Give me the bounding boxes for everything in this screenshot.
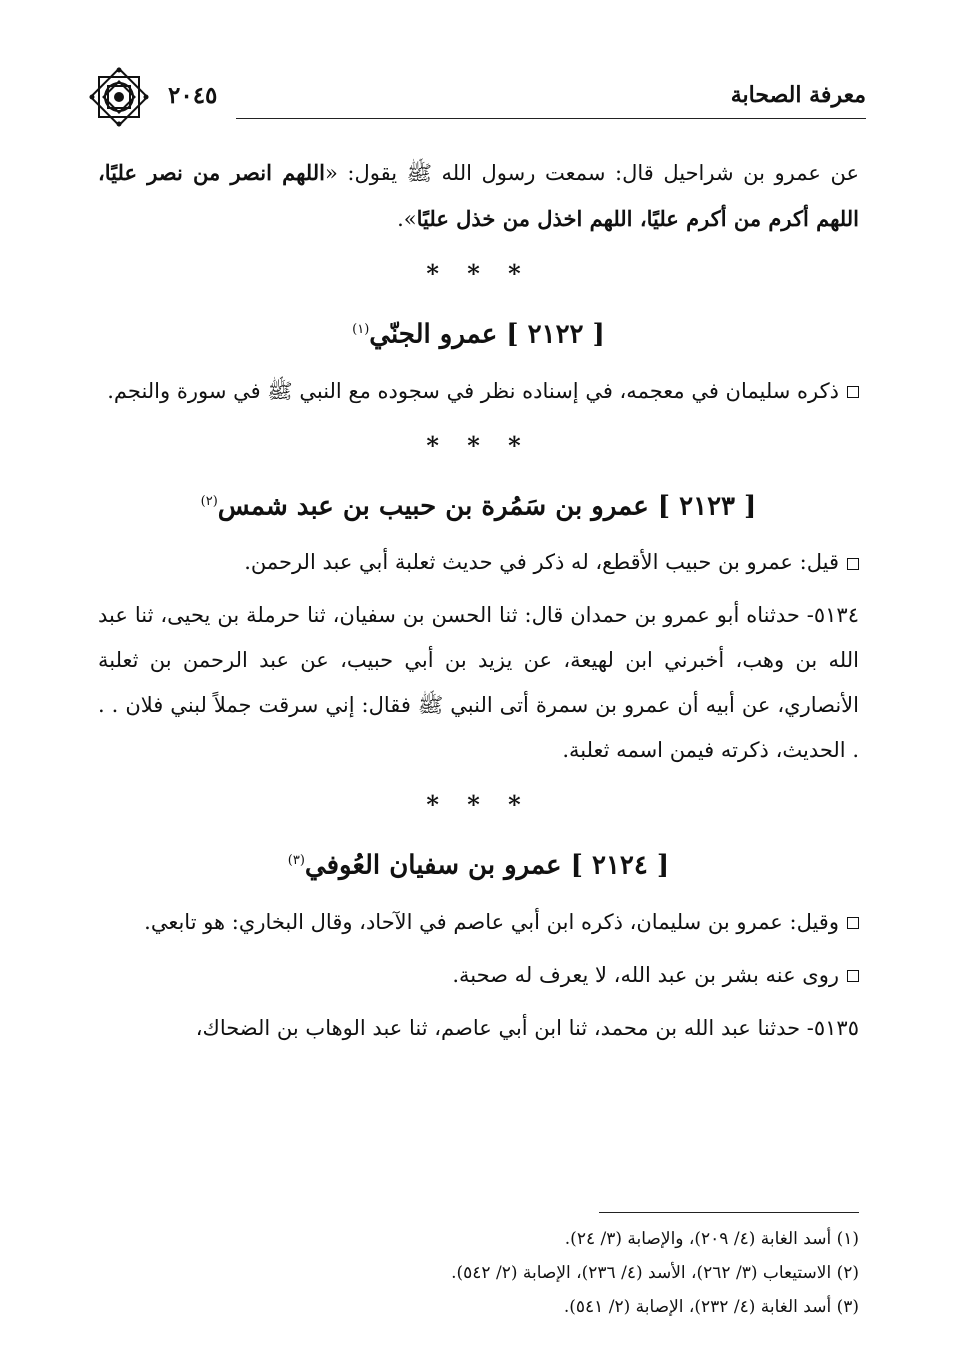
header-rule bbox=[236, 118, 866, 119]
footnote-marker: (١) bbox=[352, 322, 370, 337]
hadith-5135: ٥١٣٥- حدثنا عبد الله بن محمد، ثنا ابن أبي عاصم، ثنا عبد الوهاب بن الضحاك، bbox=[195, 1015, 859, 1040]
hadith-matn: اللهم انصر من نصر عليًا، اللهم أكرم من أكرم عليًا، اللهم اخذل من خذل عليًا bbox=[98, 160, 859, 231]
footnote-marker: (٢) bbox=[200, 493, 218, 509]
footnote-1: (١) أسد الغابة (٤/ ٢٠٩)، والإصابة (٣/ ٢٤). bbox=[564, 1229, 859, 1249]
footnote-3: (٣) أسد الغابة (٤/ ٢٣٢)، الإصابة (٢/ ٥٤١). bbox=[563, 1297, 859, 1317]
entry-heading: [ ٢١٢٣ ] عمرو بن سَمُرة بن حبيب بن عبد شمس bbox=[217, 491, 757, 522]
square-bullet-icon bbox=[847, 917, 859, 929]
entry-title-2122 bbox=[98, 308, 859, 357]
entry-2122-text: ذكره سليمان في معجمه، في إسناده نظر في سجوده مع النبي ﷺ في سورة والنجم. bbox=[107, 378, 839, 403]
footnote-2: (٢) الاستيعاب (٣/ ٢٦٢)، الأسد (٤/ ٢٣٦)، الإصابة (٢/ ٥٤٢). bbox=[451, 1263, 859, 1283]
square-bullet-icon bbox=[847, 386, 859, 398]
footnotes bbox=[451, 1222, 859, 1324]
entry-text bbox=[98, 369, 859, 414]
running-title: معرفة الصحابة bbox=[730, 82, 866, 108]
page-body bbox=[98, 150, 859, 1051]
section-separator: * * * bbox=[426, 430, 531, 460]
entry-heading: [ ٢١٢٢ ] عمرو الجنّي bbox=[369, 319, 605, 350]
entry-heading: [ ٢١٢٤ ] عمرو بن سفيان العُوفي bbox=[304, 850, 670, 881]
entry-title-2123 bbox=[98, 480, 859, 529]
square-bullet-icon bbox=[847, 558, 859, 570]
footnote-marker: (٣) bbox=[287, 853, 305, 869]
entry-2124-text-1: وقيل: عمرو بن سليمان، ذكره ابن أبي عاصم في الآحاد، وقال البخاري: هو تابعي. bbox=[144, 909, 839, 934]
footnote-rule bbox=[599, 1212, 859, 1213]
entry-text bbox=[98, 900, 859, 945]
octagram-star-ornament-icon bbox=[86, 64, 152, 130]
hadith-paragraph bbox=[98, 150, 859, 242]
entry-2123-text: قيل: عمرو بن حبيب الأقطع، له ذكر في حديث ثعلبة أبي عبد الرحمن. bbox=[244, 550, 839, 575]
hadith-end: ». bbox=[397, 207, 417, 231]
entry-text bbox=[98, 953, 859, 998]
entry-text bbox=[98, 540, 859, 585]
section-separator: * * * bbox=[426, 259, 531, 288]
entry-title-2124 bbox=[98, 839, 859, 888]
hadith-intro: عن عمرو بن شراحيل قال: سمعت رسول الله ﷺ يقول: « bbox=[324, 161, 859, 185]
entry-2124-text-2: روى عنه بشر بن عبد الله، لا يعرف له صحبة. bbox=[452, 962, 839, 987]
page-number: ٢٠٤٥ bbox=[168, 82, 218, 109]
page-header bbox=[86, 64, 866, 124]
square-bullet-icon bbox=[847, 970, 859, 982]
section-separator: * * * bbox=[426, 790, 531, 820]
hadith-5134: ٥١٣٤- حدثناه أبو عمرو بن حمدان قال: ثنا الحسن بن سفيان، ثنا حرملة بن يحيى، ثنا عبد الله بن وهب، أخبرني ابن لهيعة، عن يزيد بن أبي حبيب، عن عبد الرحمن بن ثعلبة الأنصاري، عن أبيه أن عمرو بن سمرة أتى النبي ﷺ فقال: إني سرقت جملاً لبني فلان . . . الحديث، ذكرته فيمن اسمه ثعلبة. bbox=[98, 603, 859, 763]
